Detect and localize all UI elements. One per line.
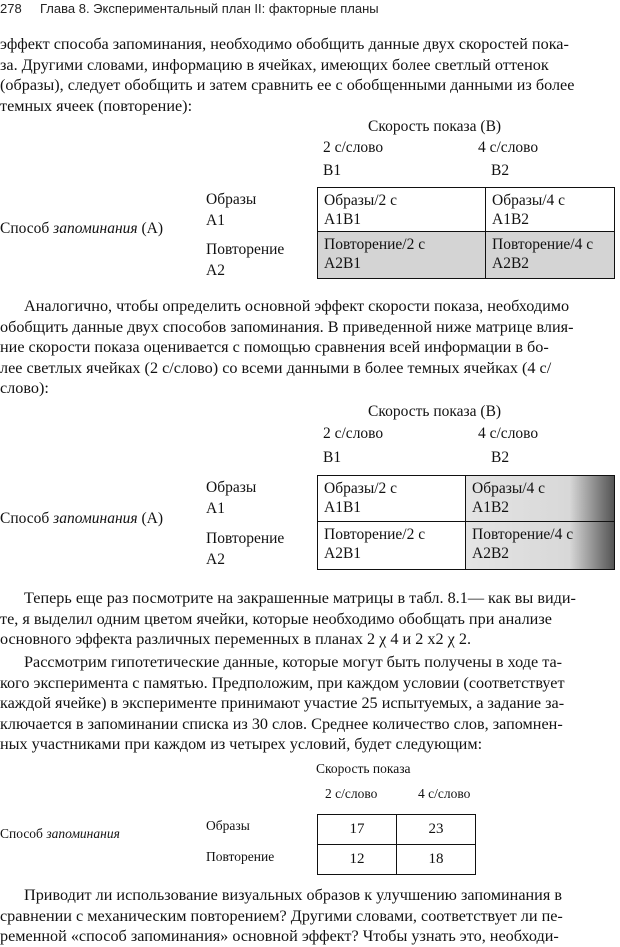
text-line: те, я выделил одним цветом ячейки, которые необходимо обобщать при анализе xyxy=(0,609,552,628)
cell-text: Образы/2 с xyxy=(324,480,398,497)
cell-text: Повторение/2 с xyxy=(324,526,426,543)
cell-a1b1 xyxy=(317,475,467,523)
text-line: ременной «способ запоминания» основной эффект? Чтобы узнать это, необходи- xyxy=(0,927,559,946)
cell-text: Повторение/4 с xyxy=(492,236,594,253)
row2-label: Повторение xyxy=(206,849,275,864)
factor-label-italic: запоминания xyxy=(53,510,138,527)
col1-code: B1 xyxy=(323,162,342,179)
text-line: слово): xyxy=(0,379,49,398)
factor-label-code: (A) xyxy=(137,220,164,237)
paragraph-5 xyxy=(0,885,620,947)
factor-label-italic: запоминания xyxy=(46,826,120,841)
cell-a2b1 xyxy=(317,231,487,279)
col1-speed: 2 с/слово xyxy=(323,139,384,156)
running-header xyxy=(0,1,379,16)
factor-label-plain: Способ xyxy=(0,220,54,237)
text-line: каждой ячейке) в эксперименте принимают участие 25 испытуемых, а задание за- xyxy=(0,694,565,713)
text-line: основного эффекта различных переменных в планах 2 χ 4 и 2 x2 χ 2. xyxy=(0,630,471,649)
col1-speed: 2 с/слово xyxy=(323,425,384,442)
factor-label xyxy=(0,826,120,842)
speed-title: Скорость показа xyxy=(316,761,411,776)
cell-code: A1B1 xyxy=(324,211,362,228)
row1-code: A1 xyxy=(206,212,225,229)
text-line: Рассмотрим гипотетические данные, которые могут быть получены в ходе та- xyxy=(24,653,563,671)
speed-title: Скорость показа (B) xyxy=(368,403,502,420)
paragraph-3 xyxy=(0,588,620,650)
col2-speed: 4 с/слово xyxy=(418,786,471,801)
cell-a2b2 xyxy=(485,231,615,279)
table-cell: 17 xyxy=(318,815,397,845)
cell-code: A2B1 xyxy=(324,255,362,272)
row1-label: Образы xyxy=(206,818,250,833)
cell-a2b2 xyxy=(465,521,615,570)
text-line: Аналогично, чтобы определить основной эффект скорости показа, необходимо xyxy=(24,297,570,315)
col2-code: B2 xyxy=(491,449,510,466)
cell-a2b1 xyxy=(317,521,467,570)
running-title: Глава 8. Экспериментальный план II: факторные планы xyxy=(40,1,379,16)
row1-code: A1 xyxy=(206,500,225,517)
table-cell: 23 xyxy=(397,815,476,845)
cell-code: A2B1 xyxy=(324,545,362,562)
page-number: 278 xyxy=(0,1,22,16)
row1-label: Образы xyxy=(206,479,257,496)
cell-code: A1B1 xyxy=(324,499,362,516)
cell-code: A2B2 xyxy=(492,255,530,272)
row2-code: A2 xyxy=(206,262,225,279)
table-row xyxy=(318,815,476,845)
text-line: лее светлых ячейках (2 с/слово) со всеми данными в более темных ячейках (4 с/ xyxy=(0,358,552,377)
table-cell: 18 xyxy=(397,845,476,875)
text-line: Приводит ли использование визуальных образов к улучшению запоминания в xyxy=(24,886,562,904)
text-line: обобщить данные двух способов запоминания. В приведенной ниже матрице влия- xyxy=(0,317,574,336)
cell-code: A1B2 xyxy=(472,499,510,516)
text-line: сравнении с механическим повторением? Другими словами, соответствует ли пе- xyxy=(0,906,563,925)
factor-label xyxy=(0,220,163,238)
text-line: Теперь еще раз посмотрите на закрашенные матрицы в табл. 8.1— как вы види- xyxy=(24,589,576,607)
col2-code: B2 xyxy=(491,162,510,179)
text-line: (образы), следует обобщить и затем сравнить ее с обобщенными данными из более xyxy=(0,76,575,95)
factor-label xyxy=(0,510,163,528)
factor-label-italic: запоминания xyxy=(53,220,138,237)
text-line: ние скорости показа оценивается с помощью сравнения всей информации в бо- xyxy=(0,338,549,357)
cell-text: Образы/4 с xyxy=(492,192,566,209)
cell-text: Повторение/2 с xyxy=(324,236,426,253)
cell-a1b2 xyxy=(485,187,615,233)
cell-code: A2B2 xyxy=(472,545,510,562)
paragraph-1 xyxy=(0,34,620,116)
factor-label-plain: Способ xyxy=(0,510,54,527)
col1-code: B1 xyxy=(323,449,342,466)
row2-code: A2 xyxy=(206,551,225,568)
text-line: за. Другими словами, информацию в ячейках, имеющих более светлый оттенок xyxy=(0,55,549,74)
factor-label-plain: Способ xyxy=(0,826,47,841)
factor-label-code: (A) xyxy=(137,510,164,527)
means-table xyxy=(317,814,476,875)
cell-text: Образы/2 с xyxy=(324,192,398,209)
row2-label: Повторение xyxy=(206,530,285,547)
row1-label: Образы xyxy=(206,191,257,208)
table-row xyxy=(318,845,476,875)
text-line: эффект способа запоминания, необходимо обобщить данные двух скоростей пока- xyxy=(0,35,569,53)
paragraph-2 xyxy=(0,296,620,399)
col2-speed: 4 с/слово xyxy=(478,425,539,442)
cell-text: Образы/4 с xyxy=(472,480,546,497)
paragraph-4 xyxy=(0,652,620,755)
col2-speed: 4 с/слово xyxy=(478,139,539,156)
col1-speed: 2 с/слово xyxy=(325,786,378,801)
cell-code: A1B2 xyxy=(492,211,530,228)
cell-text: Повторение/4 с xyxy=(472,526,574,543)
row2-label: Повторение xyxy=(206,241,285,258)
cell-a1b2 xyxy=(465,475,615,523)
text-line: кого эксперимента с памятью. Предположим, при каждом условии (соответствует xyxy=(0,673,565,692)
table-cell: 12 xyxy=(318,845,397,875)
speed-title: Скорость показа (B) xyxy=(368,118,502,135)
cell-a1b1 xyxy=(317,187,487,233)
text-line: темных ячеек (повторение): xyxy=(0,96,193,115)
text-line: ных участниками при каждом из четырех условий, будет следующим: xyxy=(0,735,483,754)
text-line: ключается в запоминании списка из 30 слов. Среднее количество слов, запомнен- xyxy=(0,714,563,733)
